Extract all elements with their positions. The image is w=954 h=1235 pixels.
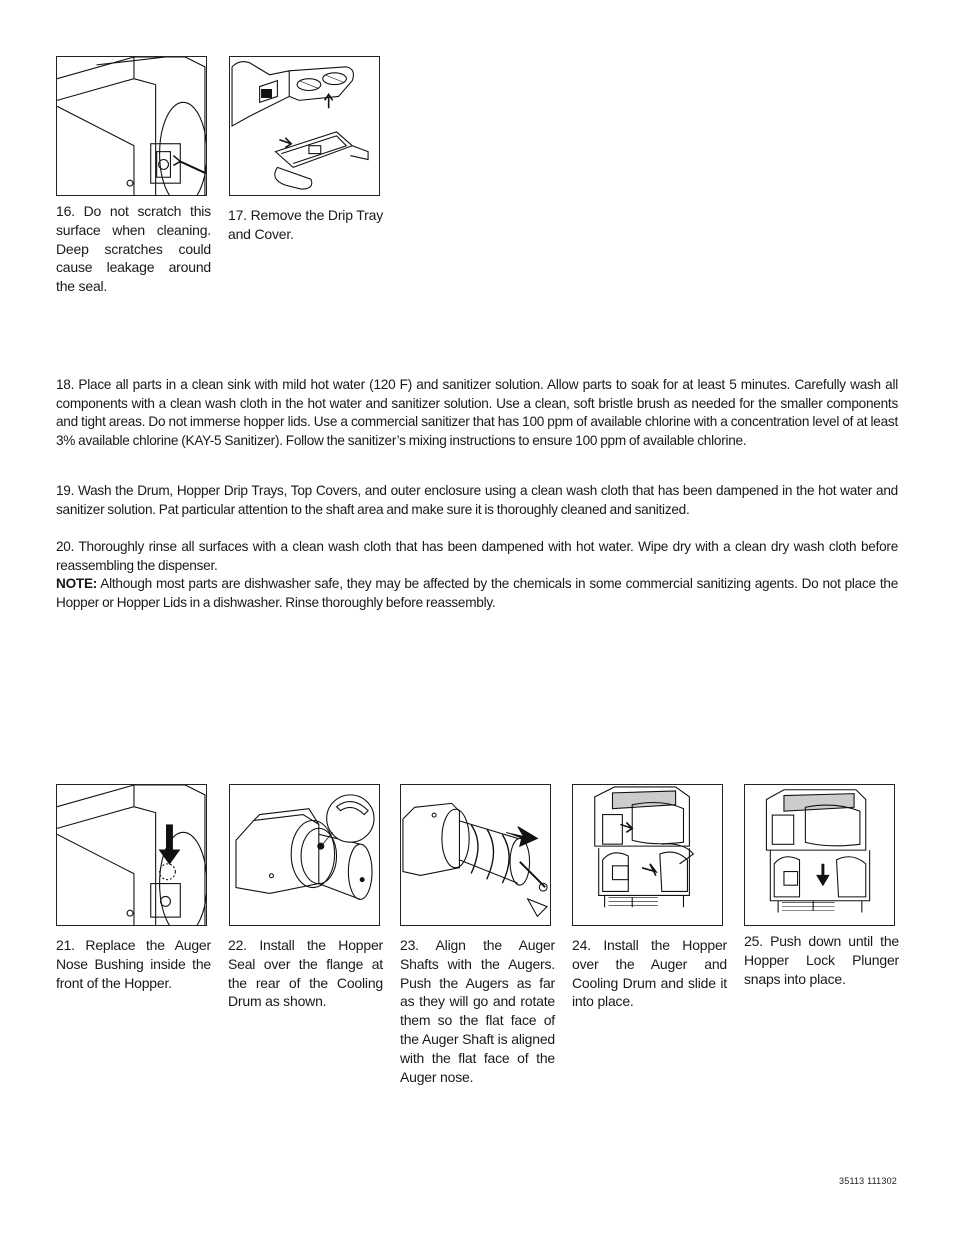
note-label: NOTE: <box>56 576 98 592</box>
step-18: 18. Place all parts in a clean sink with mild hot water (120 F) and sanitizer solution. Allow parts to soak for at least 5 minutes. Carefully wash all components with a clean wash cloth in the hot water and sanitizer solution. Use a clean, soft bristle brush as needed for the smaller components and tight areas. Do not immerse hopper lids. Use a commercial sanitizer that has 100 ppm of available chlorine with a concentration level of at least 3% available chlorine (KAY-5 Sanitizer). Follow the sanitizer’s mixing instructions to ensure 100 ppm of available chlorine. <box>56 377 898 449</box>
note-text: Although most parts are dishwasher safe, they may be affected by the chemicals in some commercial sanitizing agents. Do not place the Hopper or Hopper Lids in a dishwasher. Rinse thoroughly before reassembly. <box>56 576 898 611</box>
caption-17: 17. Remove the Drip Tray and Cover. <box>228 207 383 242</box>
caption-24: 24. Install the Hopper over the Auger and Cooling Drum and slide it into place. <box>572 937 727 1010</box>
caption-23: 23. Align the Auger Shafts with the Augers. Push the Augers as far as they will go and rotate them so the flat face of the Auger Shaft is aligned with the flat face of the Auger nose. <box>400 937 555 1085</box>
step-20 <box>56 538 898 613</box>
step-20-text: 20. Thoroughly rinse all surfaces with a clean wash cloth that has been dampened with hot water. Wipe dry with a clean dry wash cloth before reassembling the dispenser. <box>56 539 898 573</box>
step-19: 19. Wash the Drum, Hopper Drip Trays, Top Covers, and outer enclosure using a clean wash cloth that has been dampened in the hot water and sanitizer solution. Pat particular attention to the shaft area and make sure it is thoroughly cleaned and sanitized. <box>56 483 898 517</box>
hopper-seal-illustration <box>230 785 379 925</box>
drum-surface-illustration <box>57 57 206 195</box>
drip-tray-illustration <box>230 57 379 195</box>
caption-22: 22. Install the Hopper Seal over the flange at the rear of the Cooling Drum as shown. <box>228 937 383 1010</box>
figure-21 <box>56 784 207 926</box>
caption-21: 21. Replace the Auger Nose Bushing inside the front of the Hopper. <box>56 937 211 991</box>
nose-bushing-illustration <box>57 785 206 925</box>
figure-22 <box>229 784 380 926</box>
figure-17 <box>229 56 380 196</box>
document-number: 35113 111302 <box>839 1176 897 1186</box>
figure-16 <box>56 56 207 196</box>
figure-23 <box>400 784 551 926</box>
figure-25 <box>744 784 895 926</box>
caption-16: 16. Do not scratch this surface when cleaning. Deep scratches could cause leakage around the seal. <box>56 203 211 295</box>
figure-24 <box>572 784 723 926</box>
caption-25: 25. Push down until the Hopper Lock Plunger snaps into place. <box>744 933 899 987</box>
hopper-lock-illustration <box>745 785 894 925</box>
auger-illustration <box>401 785 550 925</box>
install-hopper-illustration <box>573 785 722 925</box>
